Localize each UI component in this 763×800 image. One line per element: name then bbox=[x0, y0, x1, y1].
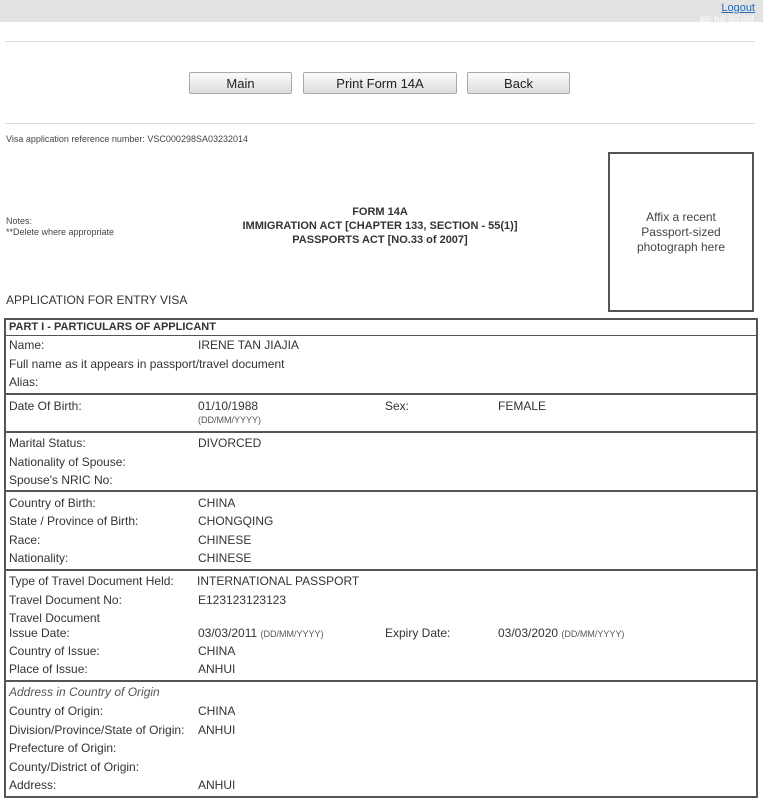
divider bbox=[5, 123, 755, 124]
doc-number-value: E123123123123 bbox=[198, 593, 287, 607]
doc-number-label: Travel Document No: bbox=[9, 593, 122, 607]
address-value: ANHUI bbox=[198, 778, 236, 792]
division-value: ANHUI bbox=[198, 723, 236, 737]
expiry-date-label: Expiry Date: bbox=[385, 626, 451, 640]
place-of-issue-value: ANHUI bbox=[198, 662, 236, 676]
print-form-button[interactable]: Print Form 14A bbox=[303, 72, 457, 94]
alias-label: Alias: bbox=[9, 375, 39, 389]
country-of-birth-label: Country of Birth: bbox=[9, 496, 96, 510]
application-title: APPLICATION FOR ENTRY VISA bbox=[6, 293, 188, 307]
photo-text-line1: Affix a recent bbox=[646, 209, 716, 224]
issue-date-label-line2: Issue Date: bbox=[9, 626, 70, 640]
origin-country-label: Country of Origin: bbox=[9, 704, 104, 718]
watermark: 狮城新闻 bbox=[698, 14, 755, 29]
prefecture-label: Prefecture of Origin: bbox=[9, 741, 117, 755]
race-value: CHINESE bbox=[198, 533, 252, 547]
reference-number: Visa application reference number: VSC000298SA03232014 bbox=[6, 134, 249, 144]
nationality-label: Nationality: bbox=[9, 551, 69, 565]
logout-link[interactable]: Logout bbox=[721, 2, 755, 14]
part1-heading: PART I - PARTICULARS OF APPLICANT bbox=[4, 318, 758, 336]
marital-label: Marital Status: bbox=[9, 436, 86, 450]
race-label: Race: bbox=[9, 533, 41, 547]
address-label: Address: bbox=[9, 778, 57, 792]
doc-type-value: INTERNATIONAL PASSPORT bbox=[197, 574, 360, 588]
form-title bbox=[200, 205, 560, 247]
dob-value: 01/10/1988 bbox=[198, 399, 259, 413]
main-button[interactable]: Main bbox=[189, 72, 292, 94]
state-of-birth-label: State / Province of Birth: bbox=[9, 514, 139, 528]
address-heading: Address in Country of Origin bbox=[9, 685, 160, 699]
country-of-issue-label: Country of Issue: bbox=[9, 644, 100, 658]
photo-text-line3: photograph here bbox=[636, 239, 726, 254]
issue-date-label-line1: Travel Document bbox=[9, 611, 100, 625]
dob-format: (DD/MM/YYYY) bbox=[198, 415, 261, 425]
expiry-date-format: (DD/MM/YYYY) bbox=[561, 629, 625, 639]
form-title-line3: PASSPORTS ACT [NO.33 of 2007] bbox=[292, 234, 468, 246]
photo-placeholder bbox=[608, 152, 754, 312]
issue-date-value bbox=[198, 626, 324, 640]
issue-date-text: 03/03/2011 bbox=[198, 626, 258, 640]
expiry-date-text: 03/03/2020 bbox=[498, 626, 559, 640]
name-section bbox=[4, 336, 758, 395]
expiry-date-value bbox=[498, 626, 624, 640]
travel-document-section bbox=[4, 571, 758, 682]
name-value: IRENE TAN JIAJIA bbox=[198, 338, 299, 352]
back-button[interactable]: Back bbox=[467, 72, 570, 94]
country-of-issue-value: CHINA bbox=[198, 644, 236, 658]
origin-country-value: CHINA bbox=[198, 704, 236, 718]
marital-section bbox=[4, 433, 758, 492]
sex-label: Sex: bbox=[385, 399, 410, 413]
division-label: Division/Province/State of Origin: bbox=[9, 723, 185, 737]
doc-type-label: Type of Travel Document Held: bbox=[9, 574, 174, 588]
name-hint: Full name as it appears in passport/travel document bbox=[9, 357, 285, 371]
form-title-line2: IMMIGRATION ACT [CHAPTER 133, SECTION - 55(1)] bbox=[242, 220, 518, 232]
birth-section bbox=[4, 492, 758, 571]
state-of-birth-value: CHONGQING bbox=[198, 514, 274, 528]
issue-date-format: (DD/MM/YYYY) bbox=[260, 629, 324, 639]
county-label: County/District of Origin: bbox=[9, 760, 140, 774]
address-section bbox=[4, 682, 758, 798]
notes bbox=[6, 216, 114, 238]
notes-text: **Delete where appropriate bbox=[6, 227, 115, 237]
notes-title: Notes: bbox=[6, 216, 33, 226]
divider bbox=[5, 41, 755, 42]
nationality-value: CHINESE bbox=[198, 551, 252, 565]
dob-section bbox=[4, 395, 758, 433]
place-of-issue-label: Place of Issue: bbox=[9, 662, 88, 676]
sex-value: FEMALE bbox=[498, 399, 547, 413]
form-title-line1: FORM 14A bbox=[352, 206, 408, 218]
name-label: Name: bbox=[9, 338, 45, 352]
spouse-nric-label: Spouse's NRIC No: bbox=[9, 473, 113, 487]
top-bar bbox=[0, 0, 763, 22]
photo-text-line2: Passport-sized bbox=[641, 224, 721, 239]
spouse-nationality-label: Nationality of Spouse: bbox=[9, 455, 126, 469]
country-of-birth-value: CHINA bbox=[198, 496, 236, 510]
marital-value: DIVORCED bbox=[198, 436, 262, 450]
dob-label: Date Of Birth: bbox=[9, 399, 82, 413]
